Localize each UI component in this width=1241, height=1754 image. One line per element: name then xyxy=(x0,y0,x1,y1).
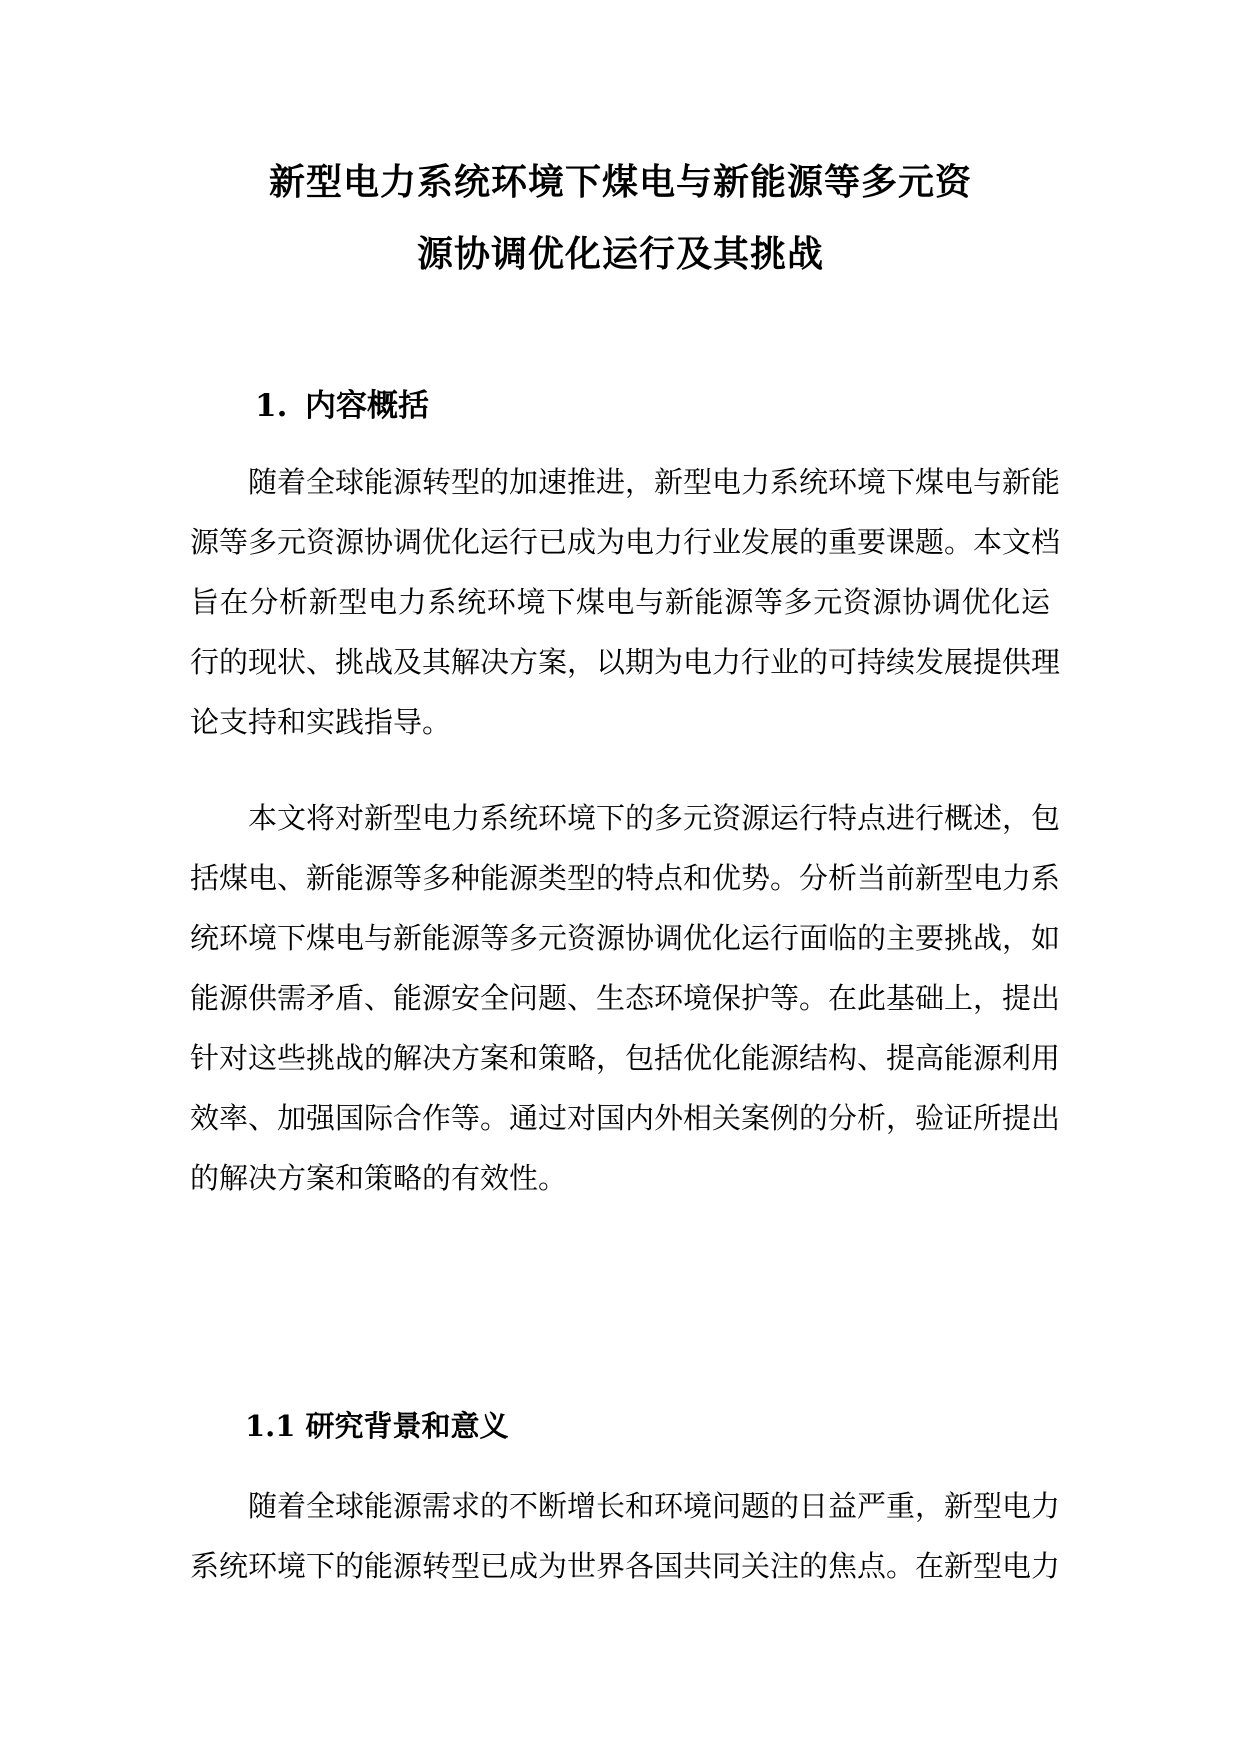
section-title: 内容概括 xyxy=(305,388,429,424)
paragraph-line: 源等多元资源协调优化运行已成为电力行业发展的重要课题。本文档 xyxy=(190,525,1061,559)
paragraph-line: 的解决方案和策略的有效性。 xyxy=(190,1161,568,1195)
document-title-line-1: 新型电力系统环境下煤电与新能源等多元资 xyxy=(268,161,972,203)
paragraph-line: 能源供需矛盾、能源安全问题、生态环境保护等。在此基础上，提出 xyxy=(190,981,1061,1015)
paragraph-line: 随着全球能源转型的加速推进，新型电力系统环境下煤电与新能 xyxy=(248,465,1061,499)
paragraph-line: 行的现状、挑战及其解决方案，以期为电力行业的可持续发展提供理 xyxy=(190,645,1061,679)
subsection-heading: 1.1 研究背景和意义 xyxy=(245,1409,509,1443)
paragraph-2 xyxy=(190,788,1061,1208)
section-heading xyxy=(255,380,429,425)
paragraph-line: 效率、加强国际合作等。通过对国内外相关案例的分析，验证所提出 xyxy=(190,1101,1061,1135)
section-number: 1. xyxy=(255,388,288,424)
paragraph-line: 论支持和实践指导。 xyxy=(190,705,452,739)
paragraph-line: 系统环境下的能源转型已成为世界各国共同关注的焦点。在新型电力 xyxy=(190,1549,1061,1583)
paragraph-line: 针对这些挑战的解决方案和策略，包括优化能源结构、提高能源利用 xyxy=(190,1041,1061,1075)
document-title-line-2: 源协调优化运行及其挑战 xyxy=(416,233,824,275)
paragraph-3 xyxy=(190,1476,1061,1596)
paragraph-line: 本文将对新型电力系统环境下的多元资源运行特点进行概述，包 xyxy=(248,801,1061,835)
paragraph-line: 随着全球能源需求的不断增长和环境问题的日益严重，新型电力 xyxy=(248,1489,1061,1523)
paragraph-1 xyxy=(190,452,1061,752)
paragraph-line: 旨在分析新型电力系统环境下煤电与新能源等多元资源协调优化运 xyxy=(190,585,1050,619)
paragraph-line: 统环境下煤电与新能源等多元资源协调优化运行面临的主要挑战，如 xyxy=(190,921,1061,955)
paragraph-line: 括煤电、新能源等多种能源类型的特点和优势。分析当前新型电力系 xyxy=(190,861,1061,895)
